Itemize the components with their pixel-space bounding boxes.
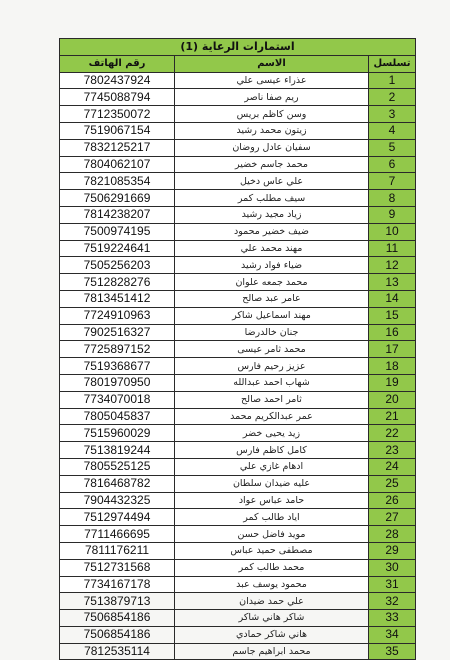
phone-cell: 7512828276: [60, 274, 175, 291]
phone-cell: 7745088794: [60, 89, 175, 106]
serial-cell: 35: [369, 643, 416, 660]
table-row: [60, 89, 416, 106]
serial-cell: 6: [369, 156, 416, 173]
name-column-header: الاسم: [175, 55, 369, 72]
name-cell: كامل كاظم فارس: [175, 442, 369, 459]
phone-cell: 7512731568: [60, 559, 175, 576]
serial-cell: 5: [369, 139, 416, 156]
name-cell: زيد يحيى خضر: [175, 425, 369, 442]
name-cell: وسن كاظم بريس: [175, 106, 369, 123]
serial-cell: 17: [369, 341, 416, 358]
table-row: [60, 509, 416, 526]
table-row: [60, 290, 416, 307]
serial-column-header: تسلسل: [369, 55, 416, 72]
phone-cell: 7515960029: [60, 425, 175, 442]
phone-cell: 7805525125: [60, 458, 175, 475]
table-title: استمارات الرعاية (1): [60, 39, 416, 56]
table-row: [60, 542, 416, 559]
phone-cell: 7805045837: [60, 408, 175, 425]
table-row: [60, 173, 416, 190]
name-cell: شهاب احمد عبدالله: [175, 374, 369, 391]
table-row: [60, 190, 416, 207]
serial-cell: 15: [369, 307, 416, 324]
table-row: [60, 139, 416, 156]
header-row: [60, 55, 416, 72]
table-row: [60, 257, 416, 274]
name-cell: محمود يوسف عبد: [175, 576, 369, 593]
table-row: [60, 442, 416, 459]
table-head: [60, 39, 416, 73]
serial-cell: 12: [369, 257, 416, 274]
phone-cell: 7505256203: [60, 257, 175, 274]
serial-cell: 21: [369, 408, 416, 425]
name-cell: علي حمد ضيدان: [175, 593, 369, 610]
name-cell: مهند اسماعيل شاكر: [175, 307, 369, 324]
serial-cell: 27: [369, 509, 416, 526]
serial-cell: 11: [369, 240, 416, 257]
serial-cell: 34: [369, 626, 416, 643]
phone-cell: 7832125217: [60, 139, 175, 156]
phone-cell: 7512974494: [60, 509, 175, 526]
serial-cell: 13: [369, 274, 416, 291]
name-cell: ثامر احمد صالح: [175, 391, 369, 408]
table-row: [60, 408, 416, 425]
phone-cell: 7500974195: [60, 223, 175, 240]
phone-cell: 7506854186: [60, 610, 175, 627]
phone-cell: 7734070018: [60, 391, 175, 408]
serial-cell: 19: [369, 374, 416, 391]
table-row: [60, 358, 416, 375]
name-cell: ادهام غازي علي: [175, 458, 369, 475]
table-row: [60, 475, 416, 492]
name-cell: عمر عبدالكريم محمد: [175, 408, 369, 425]
serial-cell: 28: [369, 526, 416, 543]
phone-cell: 7904432325: [60, 492, 175, 509]
table-row: [60, 425, 416, 442]
name-cell: محمد جمعه علوان: [175, 274, 369, 291]
phone-column-header: رقم الهاتف: [60, 55, 175, 72]
phone-cell: 7519368677: [60, 358, 175, 375]
table-row: [60, 223, 416, 240]
serial-cell: 20: [369, 391, 416, 408]
phone-cell: 7811176211: [60, 542, 175, 559]
phone-cell: 7724910963: [60, 307, 175, 324]
serial-cell: 14: [369, 290, 416, 307]
phone-cell: 7801970950: [60, 374, 175, 391]
phone-cell: 7506291669: [60, 190, 175, 207]
serial-cell: 22: [369, 425, 416, 442]
table-row: [60, 341, 416, 358]
serial-cell: 7: [369, 173, 416, 190]
table-row: [60, 106, 416, 123]
name-cell: سيف مطلب كمر: [175, 190, 369, 207]
phone-cell: 7734167178: [60, 576, 175, 593]
phone-cell: 7814238207: [60, 206, 175, 223]
name-cell: سفيان عادل روضان: [175, 139, 369, 156]
serial-cell: 9: [369, 206, 416, 223]
phone-cell: 7513819244: [60, 442, 175, 459]
serial-cell: 16: [369, 324, 416, 341]
table-row: [60, 156, 416, 173]
table-row: [60, 206, 416, 223]
serial-cell: 4: [369, 122, 416, 139]
phone-cell: 7821085354: [60, 173, 175, 190]
name-cell: زيتون محمد رشيد: [175, 122, 369, 139]
name-cell: عزيز رحيم فارس: [175, 358, 369, 375]
table-row: [60, 593, 416, 610]
name-cell: عليه ضيدان سلطان: [175, 475, 369, 492]
table-row: [60, 240, 416, 257]
phone-cell: 7725897152: [60, 341, 175, 358]
table-row: [60, 458, 416, 475]
serial-cell: 3: [369, 106, 416, 123]
phone-cell: 7513879713: [60, 593, 175, 610]
name-cell: محمد ابراهيم جاسم: [175, 643, 369, 660]
name-cell: ضيف خضير محمود: [175, 223, 369, 240]
serial-cell: 29: [369, 542, 416, 559]
table-row: [60, 72, 416, 89]
serial-cell: 30: [369, 559, 416, 576]
table-row: [60, 324, 416, 341]
table-row: [60, 643, 416, 660]
table-row: [60, 526, 416, 543]
name-cell: حامد عباس عواد: [175, 492, 369, 509]
phone-cell: 7519067154: [60, 122, 175, 139]
phone-cell: 7711466695: [60, 526, 175, 543]
serial-cell: 1: [369, 72, 416, 89]
serial-cell: 26: [369, 492, 416, 509]
serial-cell: 32: [369, 593, 416, 610]
name-cell: جنان خالدرضا: [175, 324, 369, 341]
name-cell: محمد ثامر عيسى: [175, 341, 369, 358]
phone-cell: 7813451412: [60, 290, 175, 307]
name-cell: عذراء عيسى علي: [175, 72, 369, 89]
name-cell: علي عاس دخيل: [175, 173, 369, 190]
name-cell: مويد فاضل حسن: [175, 526, 369, 543]
name-cell: ريم صفا ناصر: [175, 89, 369, 106]
table-row: [60, 626, 416, 643]
serial-cell: 10: [369, 223, 416, 240]
serial-cell: 2: [369, 89, 416, 106]
table-row: [60, 492, 416, 509]
care-forms-table: [59, 38, 416, 660]
name-cell: محمد طالب كمر: [175, 559, 369, 576]
phone-cell: 7812535114: [60, 643, 175, 660]
name-cell: شاكر هاني شاكر: [175, 610, 369, 627]
table-row: [60, 122, 416, 139]
serial-cell: 33: [369, 610, 416, 627]
serial-cell: 31: [369, 576, 416, 593]
table-row: [60, 391, 416, 408]
phone-cell: 7816468782: [60, 475, 175, 492]
serial-cell: 25: [369, 475, 416, 492]
serial-cell: 24: [369, 458, 416, 475]
phone-cell: 7902516327: [60, 324, 175, 341]
serial-cell: 23: [369, 442, 416, 459]
table-row: [60, 307, 416, 324]
serial-cell: 18: [369, 358, 416, 375]
name-cell: مهند محمد علي: [175, 240, 369, 257]
table-row: [60, 374, 416, 391]
table-row: [60, 274, 416, 291]
serial-cell: 8: [369, 190, 416, 207]
table-row: [60, 576, 416, 593]
name-cell: مصطفى حميد عباس: [175, 542, 369, 559]
phone-cell: 7802437924: [60, 72, 175, 89]
phone-cell: 7519224641: [60, 240, 175, 257]
name-cell: زياد مجيد رشيد: [175, 206, 369, 223]
document-page: [59, 38, 415, 659]
name-cell: هاني شاكر حمادي: [175, 626, 369, 643]
phone-cell: 7506854186: [60, 626, 175, 643]
name-cell: اياد طالب كمر: [175, 509, 369, 526]
name-cell: محمد جاسم خضير: [175, 156, 369, 173]
name-cell: عامر عبد صالح: [175, 290, 369, 307]
title-row: [60, 39, 416, 56]
table-row: [60, 610, 416, 627]
table-body: [60, 72, 416, 660]
table-row: [60, 559, 416, 576]
name-cell: ضياء فواد رشيد: [175, 257, 369, 274]
phone-cell: 7804062107: [60, 156, 175, 173]
phone-cell: 7712350072: [60, 106, 175, 123]
